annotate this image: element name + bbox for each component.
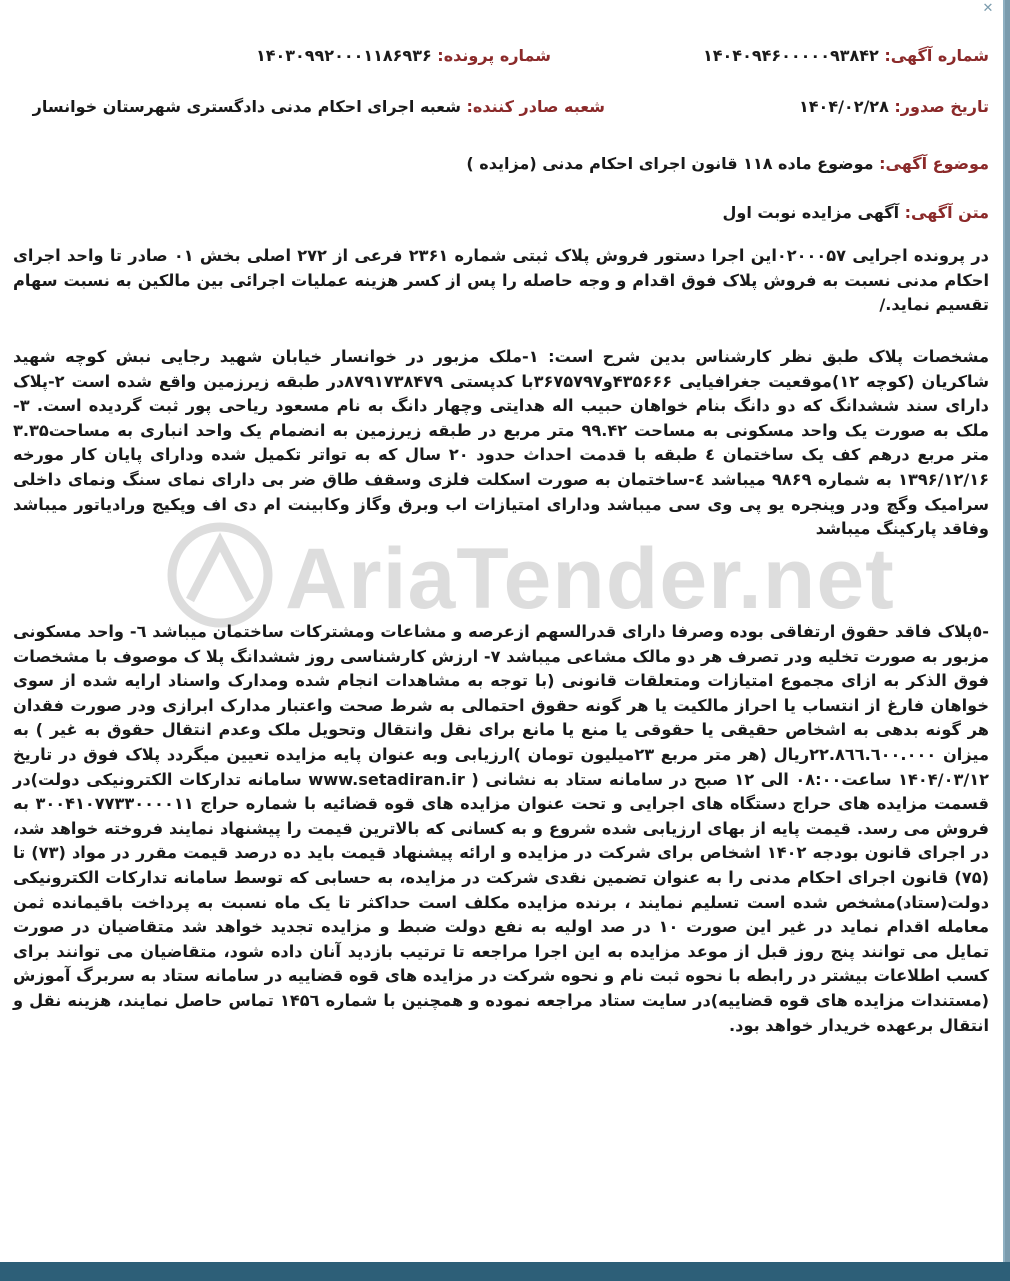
subject-row: [466, 154, 989, 173]
issuer: شعبه اجرای احکام مدنی دادگستری شهرستان خوانسار: [32, 97, 461, 116]
issue-date-label: تاریخ صدور:: [894, 97, 989, 116]
paragraph-auction-terms: -٥پلاک فاقد حقوق ارتفاقی بوده وصرفا دارای قدرالسهم ازعرصه و مشاعات ومشترکات ساختمان میباشد ٦- واحد مسکونی مزبور به صورت تخلیه ودر تصرف هر دو مالک مشاعی میباشد ۷- ارزش کارشناسی روز ششدانگ پلا ک موصوف با مشخصات فوق الذکر به ازای مجموع امتیازات ومتعلقات قانونی (با توجه به مشاهدات انجام شده ومدارک واسناد ارایه شده از سوی خواهان فارغ از انتساب یا احراز مالکیت یا هر گونه حقوق احتمالی به شرط صحت واعتبار مدارک ابرازی ودر صورت فقدان هر گونه بدهی به اشخاص حقیقی یا حقوقی یا منع یا مانع برای نقل وانتقال وتحویل ملک وعدم انتقال حقوق به غیر ) به میزان ۲۲.۸٦٦.٦۰۰.۰۰۰ریال (هر متر مربع ۲۳میلیون تومان )ارزیابی وبه عنوان پایه مزایده تعیین میگردد پلاک فوق در تاریخ ۱۴۰۴/۰۳/۱۲ ساعت۰۸:۰۰ الی ۱۲ صبح در سامانه ستاد به نشانی ( www.setadiran.ir سامانه تدارکات الکترونیکی دولت)در قسمت مزایده های حراج دستگاه های اجرایی و تحت عنوان مزایده های قوه قضائیه با شماره حراج ۳۰۰۴۱۰۷۷۳۳۰۰۰۰۱۱ به فروش می رسد. قیمت پایه از بهای ارزیابی شده شروع و به کسانی که بالاترین قیمت را پیشنهاد نمایند فروخته خواهد شد، در اجرای قانون بودجه ۱۴۰۲ اشخاص برای شرکت در مزایده و ارائه پیشنهاد قیمت باید ده درصد قیمت مقرر در مواد (۷۳) تا (۷۵) قانون اجرای احکام مدنی را به عنوان تضمین نقدی شرکت در مزایده، به حسابی که توسط سامانه تدارکات الکترونیکی دولت(ستاد)مشخص شده است تسلیم نمایند ، برنده مزایده مکلف است حداکثر تا یک ماه نسبت به پرداخت باقیمانده ثمن معامله اقدام نماید در غیر این صورت ۱۰ در صد اولیه به نفع دولت ضبط و مزایده تجدید خواهد شد متقاضیان در صورت تمایل می توانند پنج روز قبل از موعد مزایده به این اجرا مراجعه تا ترتیب بازدید آنان داده شود، متقاضیان می توانند برای کسب اطلاعات بیشتر در رابطه با نحوه ثبت نام و نحوه شرکت در مزایده های قوه قضاییه در سامانه ستاد به سربرگ آموزش (مستندات مزایده های قوه قضاییه)در سایت ستاد مراجعه نموده و همچنین با شماره ۱۴۵٦ تماس حاصل نمایند، هزینه نقل و انتقال برعهده خریدار خواهد بود.: [13, 622, 990, 1035]
issuer-row: [33, 97, 605, 116]
issue-date: ۱۴۰۴/۰۲/۲۸: [799, 97, 889, 116]
ad-number-row: [703, 46, 989, 65]
issue-date-row: [799, 97, 989, 116]
subject: موضوع ماده ۱۱۸ قانون اجرای احکام مدنی (مزایده ): [466, 154, 874, 173]
watermark-text: AriaTender.net: [285, 531, 895, 627]
window-bottom-bar: [0, 1262, 1010, 1281]
issuer-label: شعبه صادر کننده:: [466, 97, 605, 116]
text-title-row: [722, 203, 989, 222]
close-icon[interactable]: ✕: [982, 1, 994, 16]
case-number-row: [256, 46, 551, 65]
paragraph-order: در پرونده اجرایی ۰۲۰۰۰۵۷این اجرا دستور فروش پلاک ثبتی شماره ۲۳۶۱ فرعی از ۲۷۲ اصلی بخش ۰۱ صادر تا واحد اجرای احکام مدنی نسبت به فروش پلاک فوق اقدام و وجه حاصله را پس از کسر هزینه عملیات اجرائی بین مالکین به نسبت سهام تقسیم نماید./: [13, 246, 989, 315]
text-title: آگهی مزایده نوبت اول: [722, 203, 900, 222]
paragraph-specs: مشخصات پلاک طبق نظر کارشناس بدین شرح است: ۱-ملک مزبور در خوانسار خیابان شهید رجایی نبش کوچه شهید شاکریان (کوچه ۱۲)موقعیت جغرافیایی ۴۳۵۶۶۶و۳۶۷۵۷۹۷با کدپستی ۸۷۹۱۷۳۸۴۷۹در طبقه زیرزمین واقع شده است ۲-پلاک دارای سند ششدانگ که دو دانگ بنام خواهان حبیب اله هدایتی وچهار دانگ به نام مسعود ریاحی پور ثبت گردیده است. ۳-ملک به صورت یک واحد مسکونی به مساحت ۹۹.۴۲ متر مربع در طبقه زیرزمین به انضمام یک واحد انباری به مساحت۳.۳۵ متر مربع درهم کف یک ساختمان ٤ طبقه با قدمت احداث حدود ۲۰ سال که به تواتر تکمیل شده ودارای پایان کار مورخه ۱۳۹۶/۱۲/۱۶ به شماره ۹۸۶۹ میباشد ٤-ساختمان به صورت اسکلت فلزی وسقف طاق ضر بی دارای نمای سنگ ونمای داخلی سرامیک وگچ ودر وپنجره یو پی وی سی میباشد ودارای امتیازات اب وبرق وگاز وکابینت ام دی اف وپکیج ورادیاتور میباشد وفاقد پارکینگ میباشد: [13, 347, 990, 539]
ad-number-label: شماره آگهی:: [884, 46, 989, 65]
text-label: متن آگهی:: [904, 203, 989, 222]
case-number-label: شماره پرونده:: [437, 46, 551, 65]
case-number: ۱۴۰۳۰۹۹۲۰۰۰۱۱۸۶۹۳۶: [255, 46, 432, 65]
subject-label: موضوع آگهی:: [879, 154, 989, 173]
ad-number: ۱۴۰۴۰۹۴۶۰۰۰۰۰۹۳۸۴۲: [703, 46, 879, 65]
